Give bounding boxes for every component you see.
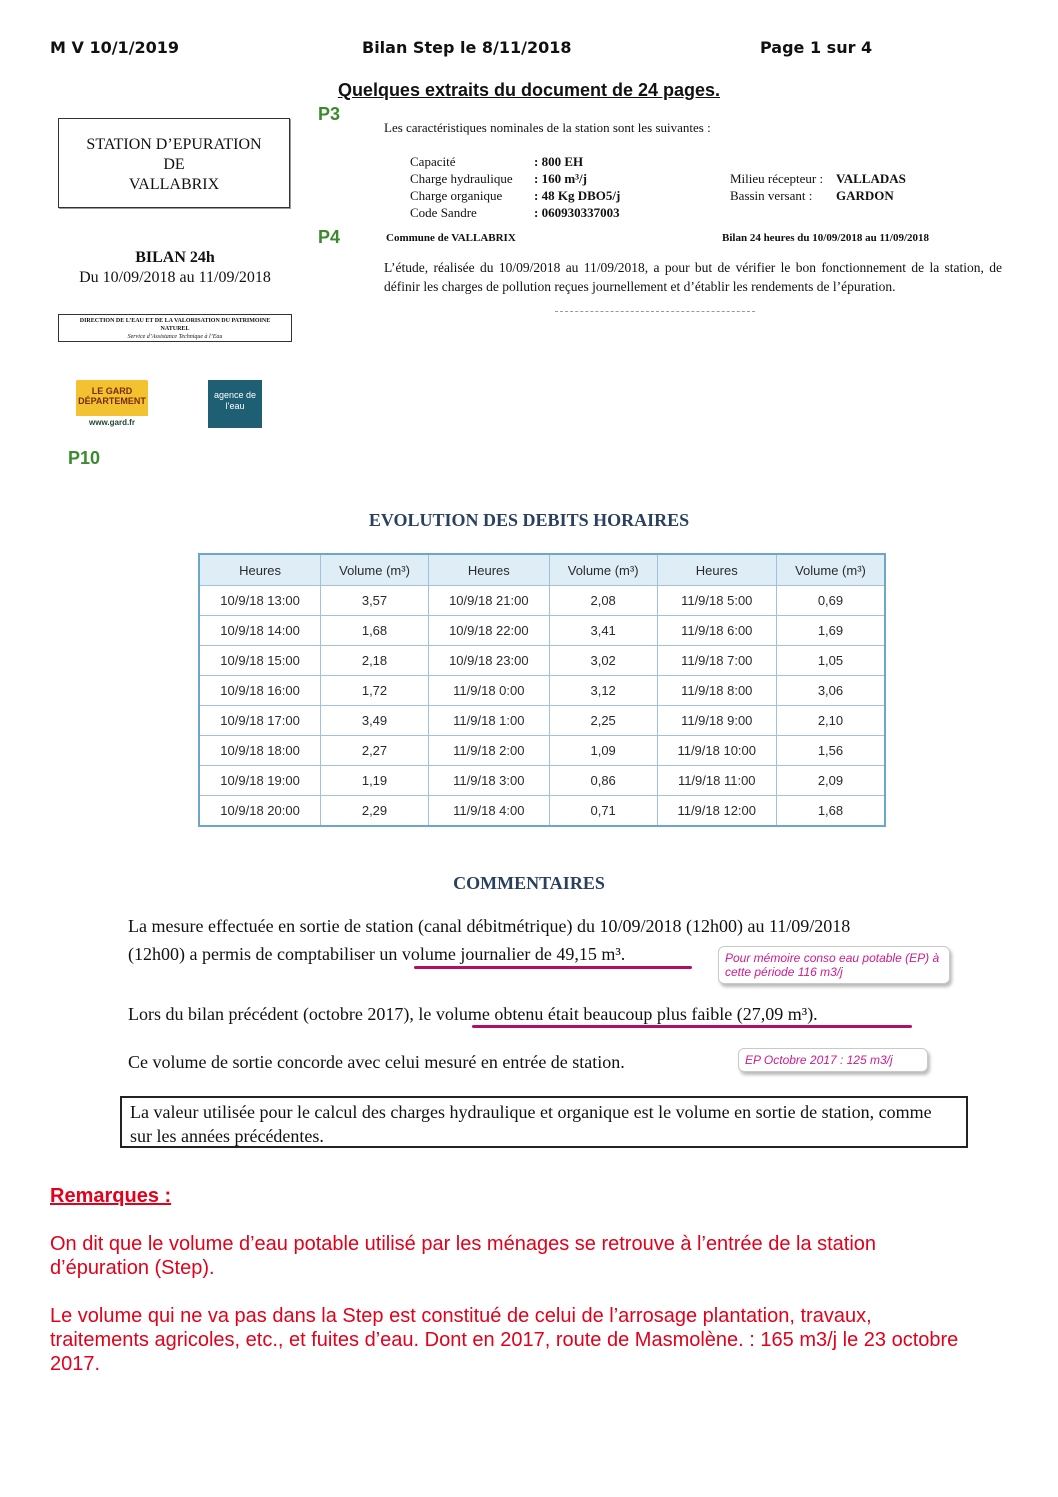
spec-value: : 160 m³/j [534,171,587,186]
table-row [199,646,885,676]
table-cell: 2,29 [321,796,429,827]
gard-logo-text: LE GARD DÉPARTEMENT [78,386,146,406]
table-cell: 11/9/18 11:00 [657,766,776,796]
table-cell: 2,18 [321,646,429,676]
table-cell: 11/9/18 7:00 [657,646,776,676]
bilan-title: BILAN 24h [135,249,215,266]
table-cell: 10/9/18 16:00 [199,676,321,706]
spec-row [0,171,1058,187]
table-cell: 11/9/18 5:00 [657,586,776,616]
col-header: Heures [428,554,549,586]
table-cell: 10/9/18 18:00 [199,736,321,766]
table-cell: 3,49 [321,706,429,736]
gard-logo [76,380,148,430]
agence-eau-text: agence de l’eau [213,390,257,411]
comment-p1-line2: (12h00) a permis de comptabiliser un volume journalier de 49,15 m³. [128,944,626,964]
col-header: Volume (m³) [549,554,657,586]
table-cell: 1,69 [776,616,885,646]
specs-intro: Les caractéristiques nominales de la station sont les suivantes : [384,120,711,135]
table-cell: 11/9/18 0:00 [428,676,549,706]
evolution-title: EVOLUTION DES DEBITS HORAIRES [368,510,690,530]
p4-bilan: Bilan 24 heures du 10/09/2018 au 11/09/2018 [722,232,930,244]
table-cell: 11/9/18 6:00 [657,616,776,646]
spec-key: Capacité [410,154,456,169]
station-line-2: DE [163,156,185,173]
table-cell: 2,09 [776,766,885,796]
table-cell: 11/9/18 1:00 [428,706,549,736]
highlight-underline [472,1025,912,1028]
scan-divider [555,311,755,312]
table-row [199,736,885,766]
table-cell: 3,41 [549,616,657,646]
note-conso-ep: Pour mémoire conso eau potable (EP) à cette période 116 m3/j [718,946,950,984]
table-cell: 0,69 [776,586,885,616]
table-cell: 3,57 [321,586,429,616]
table-cell: 1,56 [776,736,885,766]
table-cell: 1,09 [549,736,657,766]
col-header: Volume (m³) [776,554,885,586]
table-cell: 11/9/18 4:00 [428,796,549,827]
table-cell: 11/9/18 12:00 [657,796,776,827]
table-cell: 10/9/18 15:00 [199,646,321,676]
bilan-block [58,248,292,288]
comment-boxed: La valeur utilisée pour le calcul des charges hydraulique et organique est le volume en sortie de station, comme sur les années précédentes. [120,1096,968,1148]
spec-key-2: Milieu récepteur : [730,171,824,186]
spec-value: : 800 EH [534,154,584,169]
direction-box [58,314,292,342]
document-title: Quelques extraits du document de 24 pages. [337,80,721,100]
spec-value: : 48 Kg DBO5/j [534,188,621,203]
comment-p2: Lors du bilan précédent (octobre 2017), le volume obtenu était beaucoup plus faible (27,09 m³). [128,1004,818,1024]
table-cell: 11/9/18 3:00 [428,766,549,796]
header-page-prefix: Page 1 sur [760,38,862,57]
note-ep-octobre: EP Octobre 2017 : 125 m3/j [738,1048,928,1072]
table-row [199,706,885,736]
col-header: Heures [199,554,321,586]
table-cell: 11/9/18 8:00 [657,676,776,706]
spec-key: Charge organique [410,188,503,203]
table-cell: 1,05 [776,646,885,676]
p4-commune: Commune de VALLABRIX [386,232,516,244]
spec-row [0,205,1058,221]
table-row [199,616,885,646]
remarques-title: Remarques : [50,1185,172,1207]
spec-value-2: VALLADAS [836,171,906,186]
table-cell: 1,68 [321,616,429,646]
direction-line-1: DIRECTION DE L’EAU ET DE LA VALORISATION DU PATRIMOINE [79,318,271,324]
table-cell: 10/9/18 14:00 [199,616,321,646]
table-row [199,796,885,827]
page-label-p4: P4 [318,227,341,247]
page-label-p3: P3 [318,104,341,124]
commentaires-title: COMMENTAIRES [453,873,605,893]
table-cell: 2,25 [549,706,657,736]
spec-value: : 060930337003 [534,205,620,220]
table-cell: 1,19 [321,766,429,796]
page-label-p10: P10 [68,448,101,468]
table-cell: 3,06 [776,676,885,706]
p4-etude-paragraph: L’étude, réalisée du 10/09/2018 au 11/09/2018, a pour but de vérifier le bon fonctionnement de la station, de définir les charges de pollution reçues journellement et d’établir les rendements de l’épuration. [384,260,1002,294]
table-cell: 1,72 [321,676,429,706]
table-cell: 10/9/18 22:00 [428,616,549,646]
spec-key-2: Bassin versant : [730,188,813,203]
table-header-row [199,554,885,586]
highlight-underline [414,966,692,969]
bilan-dates: Du 10/09/2018 au 11/09/2018 [79,269,271,286]
station-line-1: STATION D’EPURATION [86,136,262,153]
spec-key: Code Sandre [410,205,477,220]
col-header: Heures [657,554,776,586]
table-row [199,586,885,616]
table-row [199,676,885,706]
spec-row [0,188,1058,204]
spec-key: Charge hydraulique [410,171,513,186]
header-center: Bilan Step le 8/11/2018 [362,38,572,57]
table-cell: 2,08 [549,586,657,616]
table-cell: 10/9/18 17:00 [199,706,321,736]
spec-value-2: GARDON [836,188,894,203]
gard-logo-url: www.gard.fr [76,416,148,430]
station-line-3: VALLABRIX [128,176,220,193]
spec-row [0,154,1058,170]
header-right [760,38,872,57]
table-cell: 10/9/18 20:00 [199,796,321,827]
remarques-p2: Le volume qui ne va pas dans la Step est constitué de celui de l’arrosage plantation, travaux, traitements agricoles, etc., et fuites d’eau. Dont en 2017, route de Masmolène. : 165 m3/j le 23 octobre 2017. [50,1305,959,1375]
table-cell: 0,86 [549,766,657,796]
table-cell: 1,68 [776,796,885,827]
header-left: M V 10/1/2019 [50,38,180,57]
table-row [199,766,885,796]
table-cell: 3,02 [549,646,657,676]
direction-line-2: NATUREL [160,326,190,332]
table-cell: 10/9/18 21:00 [428,586,549,616]
comment-p3: Ce volume de sortie concorde avec celui mesuré en entrée de station. [128,1052,625,1072]
table-cell: 3,12 [549,676,657,706]
debits-table [198,553,886,827]
col-header: Volume (m³) [321,554,429,586]
table-cell: 10/9/18 13:00 [199,586,321,616]
remarques-p1: On dit que le volume d’eau potable utilisé par les ménages se retrouve à l’entrée de la station d’épuration (Step). [50,1233,877,1279]
table-cell: 10/9/18 23:00 [428,646,549,676]
table-cell: 11/9/18 9:00 [657,706,776,736]
table-cell: 11/9/18 2:00 [428,736,549,766]
table-cell: 2,27 [321,736,429,766]
comment-p1-line1: La mesure effectuée en sortie de station (canal débitmétrique) du 10/09/2018 (12h00) au 11/09/2018 [128,916,851,936]
header-page-total: 4 [861,38,873,57]
table-cell: 0,71 [549,796,657,827]
agence-eau-logo [208,380,262,428]
table-cell: 2,10 [776,706,885,736]
table-cell: 10/9/18 19:00 [199,766,321,796]
table-cell: 11/9/18 10:00 [657,736,776,766]
direction-line-3: Service d’Assistance Technique à l’Eau [127,334,223,340]
